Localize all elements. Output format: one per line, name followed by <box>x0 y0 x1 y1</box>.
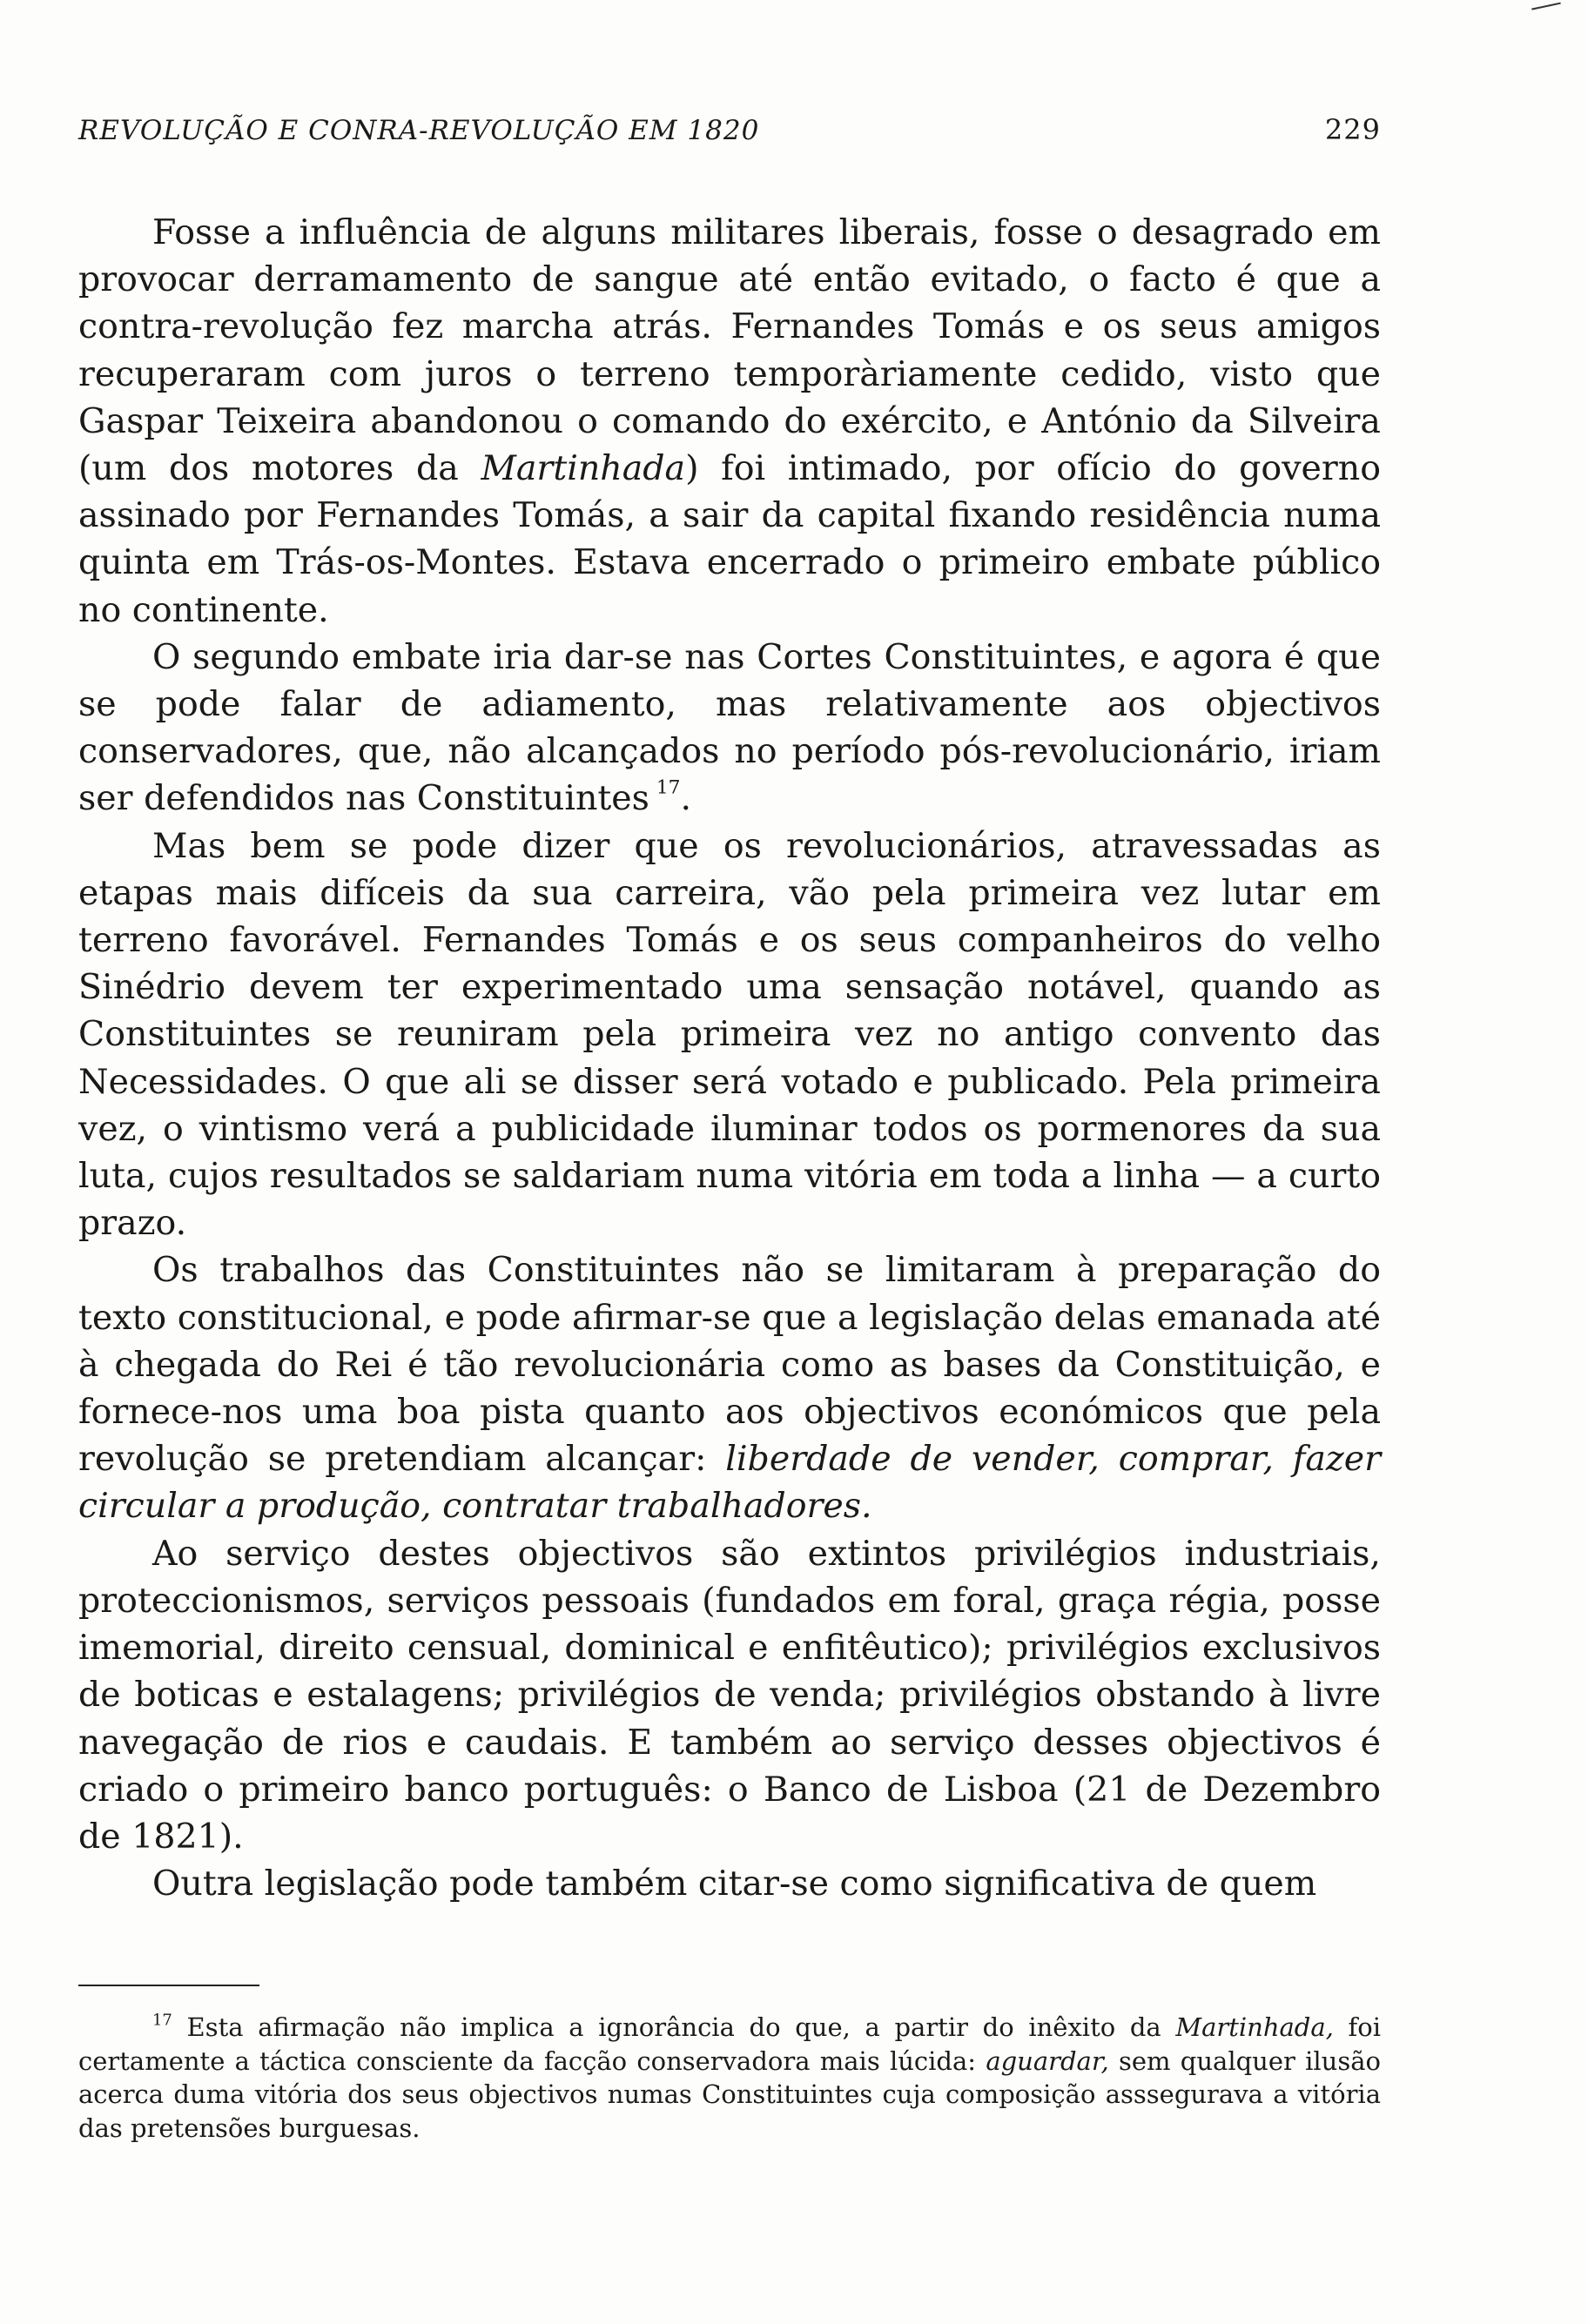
paragraph-6: Outra legislação pode também citar-se como significativa de quem <box>152 1864 1317 1904</box>
paragraph-4-text: Os trabalhos das Constituintes não se limitaram à preparação do texto constitucional, e pode afirmar-se que a legislação delas emanada até à chegada do Rei é tão revolucionária como as bases da Constituição, e fornece-nos uma boa pista quanto aos objectivos económicos que pela revolução se pretendiam alcançar: <box>78 1250 1381 1480</box>
paragraph-5: Ao serviço destes objectivos são extintos privilégios industriais, proteccionismos, serviços pessoais (fundados em foral, graça régia, posse imemorial, direito censual, dominical e enfitêutico); privilégios exclusivos de boticas e estalagens; privilégios de venda; privilégios obstando à livre navegação de rios e caudais. E também ao serviço desses objectivos é criado o primeiro banco português: o Banco de Lisboa (21 de Dezembro de 1821). <box>78 1533 1381 1857</box>
paragraph-1-text-end: ) foi intimado, por ofício do governo assinado por Fernandes Tomás, a sair da capital fixando residência numa quinta em Trás-os-Montes. Estava encerrado o primeiro embate público no continente. <box>78 448 1381 630</box>
footnote-italic-a: Martinhada, <box>1175 2012 1334 2042</box>
paragraph-4 <box>78 1246 1381 1529</box>
footnote-text-a: Esta afirmação não implica a ignorância do que, a partir do inêxito da <box>172 2012 1176 2042</box>
scan-mark <box>1531 3 1563 19</box>
footnote-italic-b: aguardar, <box>986 2045 1109 2076</box>
footnote-text-c: sem qualquer ilusão acerca duma vitória dos seus objectivos numas Constituintes cuja composição asssegurava a vitória das pretensões burguesas. <box>78 2045 1381 2143</box>
footnote <box>78 2011 1381 2145</box>
paragraph-3: Mas bem se pode dizer que os revolucionários, atravessadas as etapas mais difíceis da sua carreira, vão pela primeira vez lutar em terreno favorável. Fernandes Tomás e os seus companheiros do velho Sinédrio devem ter experimentado uma sensação notável, quando as Constituintes se reuniram pela primeira vez no antigo convento das Necessidades. O que ali se disser será votado e publicado. Pela primeira vez, o vintismo verá a publicidade iluminar todos os pormenores da sua luta, cujos resultados se saldariam numa vitória em toda a linha — a curto prazo. <box>78 825 1381 1244</box>
running-header <box>78 113 1381 146</box>
footnote-text-b: foi certamente a táctica consciente da facção conservadora mais lúcida: <box>78 2012 1382 2076</box>
footnote-17 <box>78 2011 1381 2145</box>
paragraph-2 <box>78 634 1381 823</box>
footnote-divider <box>78 1985 259 1986</box>
footnote-reference: 17 <box>656 776 681 799</box>
footnote-marker: 17 <box>152 2011 172 2030</box>
paragraph-1-text: Fosse a influência de alguns militares liberais, fosse o desagrado em provocar derramamento de sangue até então evitado, o facto é que a contra-revolução fez marcha atrás. Fernandes Tomás e os seus amigos recuperaram com juros o terreno temporàriamente cedido, visto que Gaspar Teixeira abandonou o comando do exército, e António da Silveira (um dos motores da <box>78 212 1381 489</box>
paragraph-1-italic: Martinhada <box>481 448 686 489</box>
main-text <box>78 209 1381 1907</box>
page-number: 229 <box>1324 113 1381 146</box>
paragraph-1 <box>78 209 1381 634</box>
paragraph-2-text: O segundo embate iria dar-se nas Cortes Constituintes, e agora é que se pode falar de adiamento, mas relativamente aos objectivos conservadores, que, não alcançados no período pós-revolucionário, iriam ser defendidos nas Constituintes <box>78 636 1381 819</box>
paragraph-2-text-end: . <box>680 778 692 819</box>
running-title: REVOLUÇÃO E CONRA-REVOLUÇÃO EM 1820 <box>78 115 760 146</box>
paragraph-4-italic: liberdade de vender, comprar, fazer circular a produção, contratar trabalhadores. <box>78 1439 1381 1527</box>
